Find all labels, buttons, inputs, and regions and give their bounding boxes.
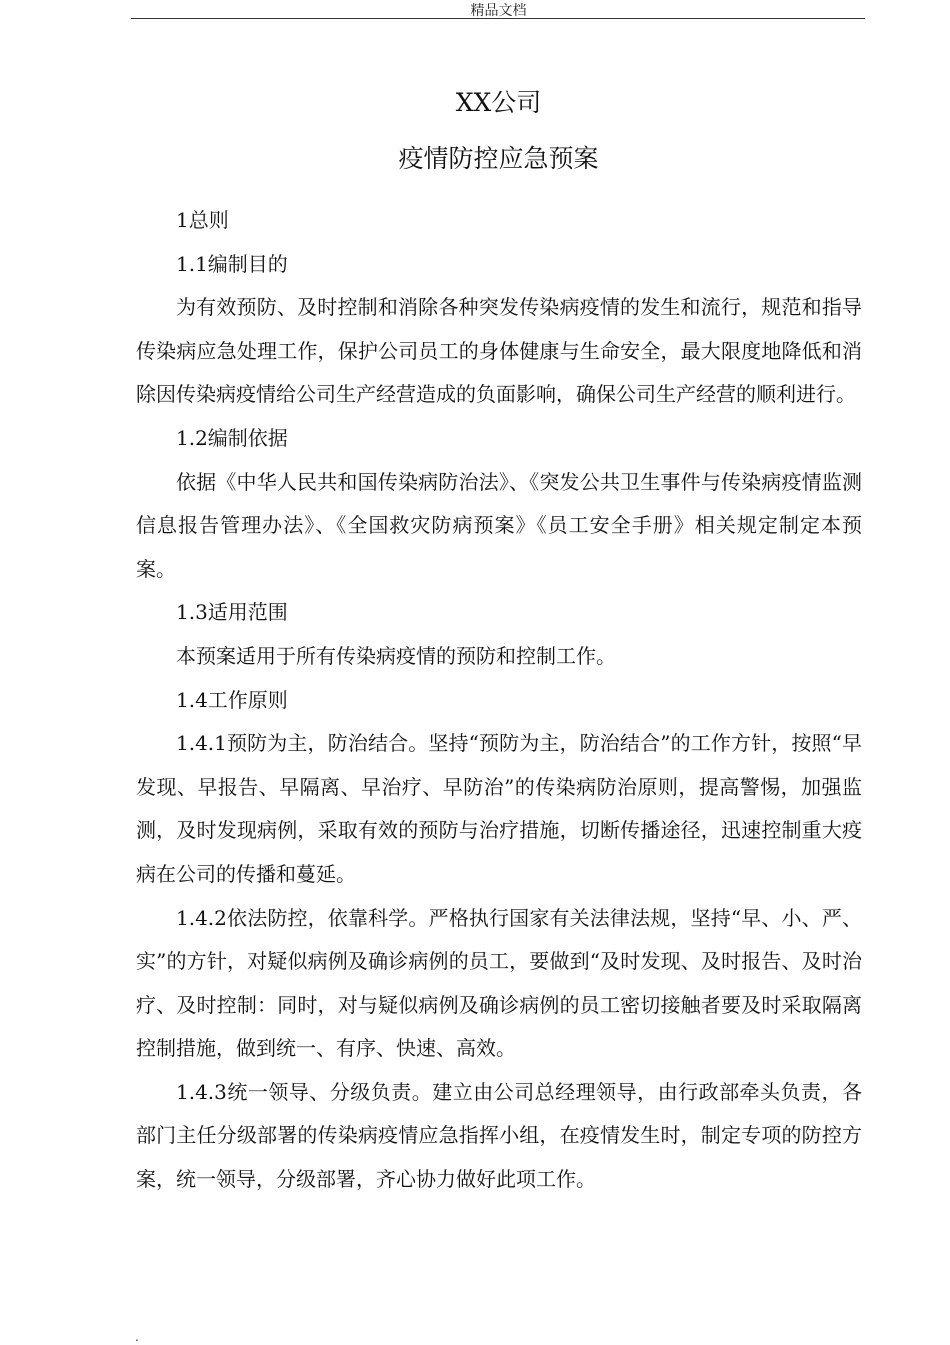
document-title-main: 疫情防控应急预案 [398,144,599,173]
page-header: 精品文档 [470,3,527,19]
paragraph: 本预案适用于所有传染病疫情的预防和控制工作。 [176,643,616,668]
subsection-heading: 1.1编制目的 [176,251,288,276]
paragraph: 1.4.2依法防控，依靠科学。严格执行国家有关法律法规，坚持“早、小、严、实”的方针，对疑似病例及确诊病例的员工，要做到“及时发现、及时报告、及时治疗、及时控制：同时，对与疑似病例及确诊病例的员工密切接触者要及时采取隔离控制措施，做到统一、有序、快速、高效。 [136,905,862,1061]
paragraph: 1.4.1预防为主，防治结合。坚持“预防为主，防治结合”的工作方针，按照“早发现、早报告、早隔离、早治疗、早防治”的传染病防治原则，提高警惕，加强监测，及时发现病例，采取有效的预防与治疗措施，切断传播途径，迅速控制重大疫病在公司的传播和蔓延。 [136,731,862,886]
paragraph: 为有效预防、及时控制和消除各种突发传染病疫情的发生和流行，规范和指导传染病应急处理工作，保护公司员工的身体健康与生命安全，最大限度地降低和消除因传染病疫情给公司生产经营造成的负面影响，确保公司生产经营的顺利进行。 [136,295,862,407]
header-rule [131,18,865,19]
paragraph: 依据《中华人民共和国传染病防治法》、《突发公共卫生事件与传染病疫情监测信息报告管理办法》、《全国救灾防病预案》《员工安全手册》相关规定制定本预案。 [136,469,862,581]
document-body [136,199,862,1202]
section-heading: 1总则 [176,208,229,232]
paragraph: 1.4.3统一领导、分级负责。建立由公司总经理领导，由行政部牵头负责，各部门主任分级部署的传染病疫情应急指挥小组，在疫情发生时，制定专项的防控方案，统一领导，分级部署，齐心协力做好此项工作。 [136,1079,862,1192]
footer-mark: . [135,1330,139,1344]
subsection-heading: 1.4工作原则 [176,687,288,712]
subsection-heading: 1.3适用范围 [176,600,288,625]
subsection-heading: 1.2编制依据 [176,425,288,450]
document-title-company: XX公司 [455,88,542,117]
